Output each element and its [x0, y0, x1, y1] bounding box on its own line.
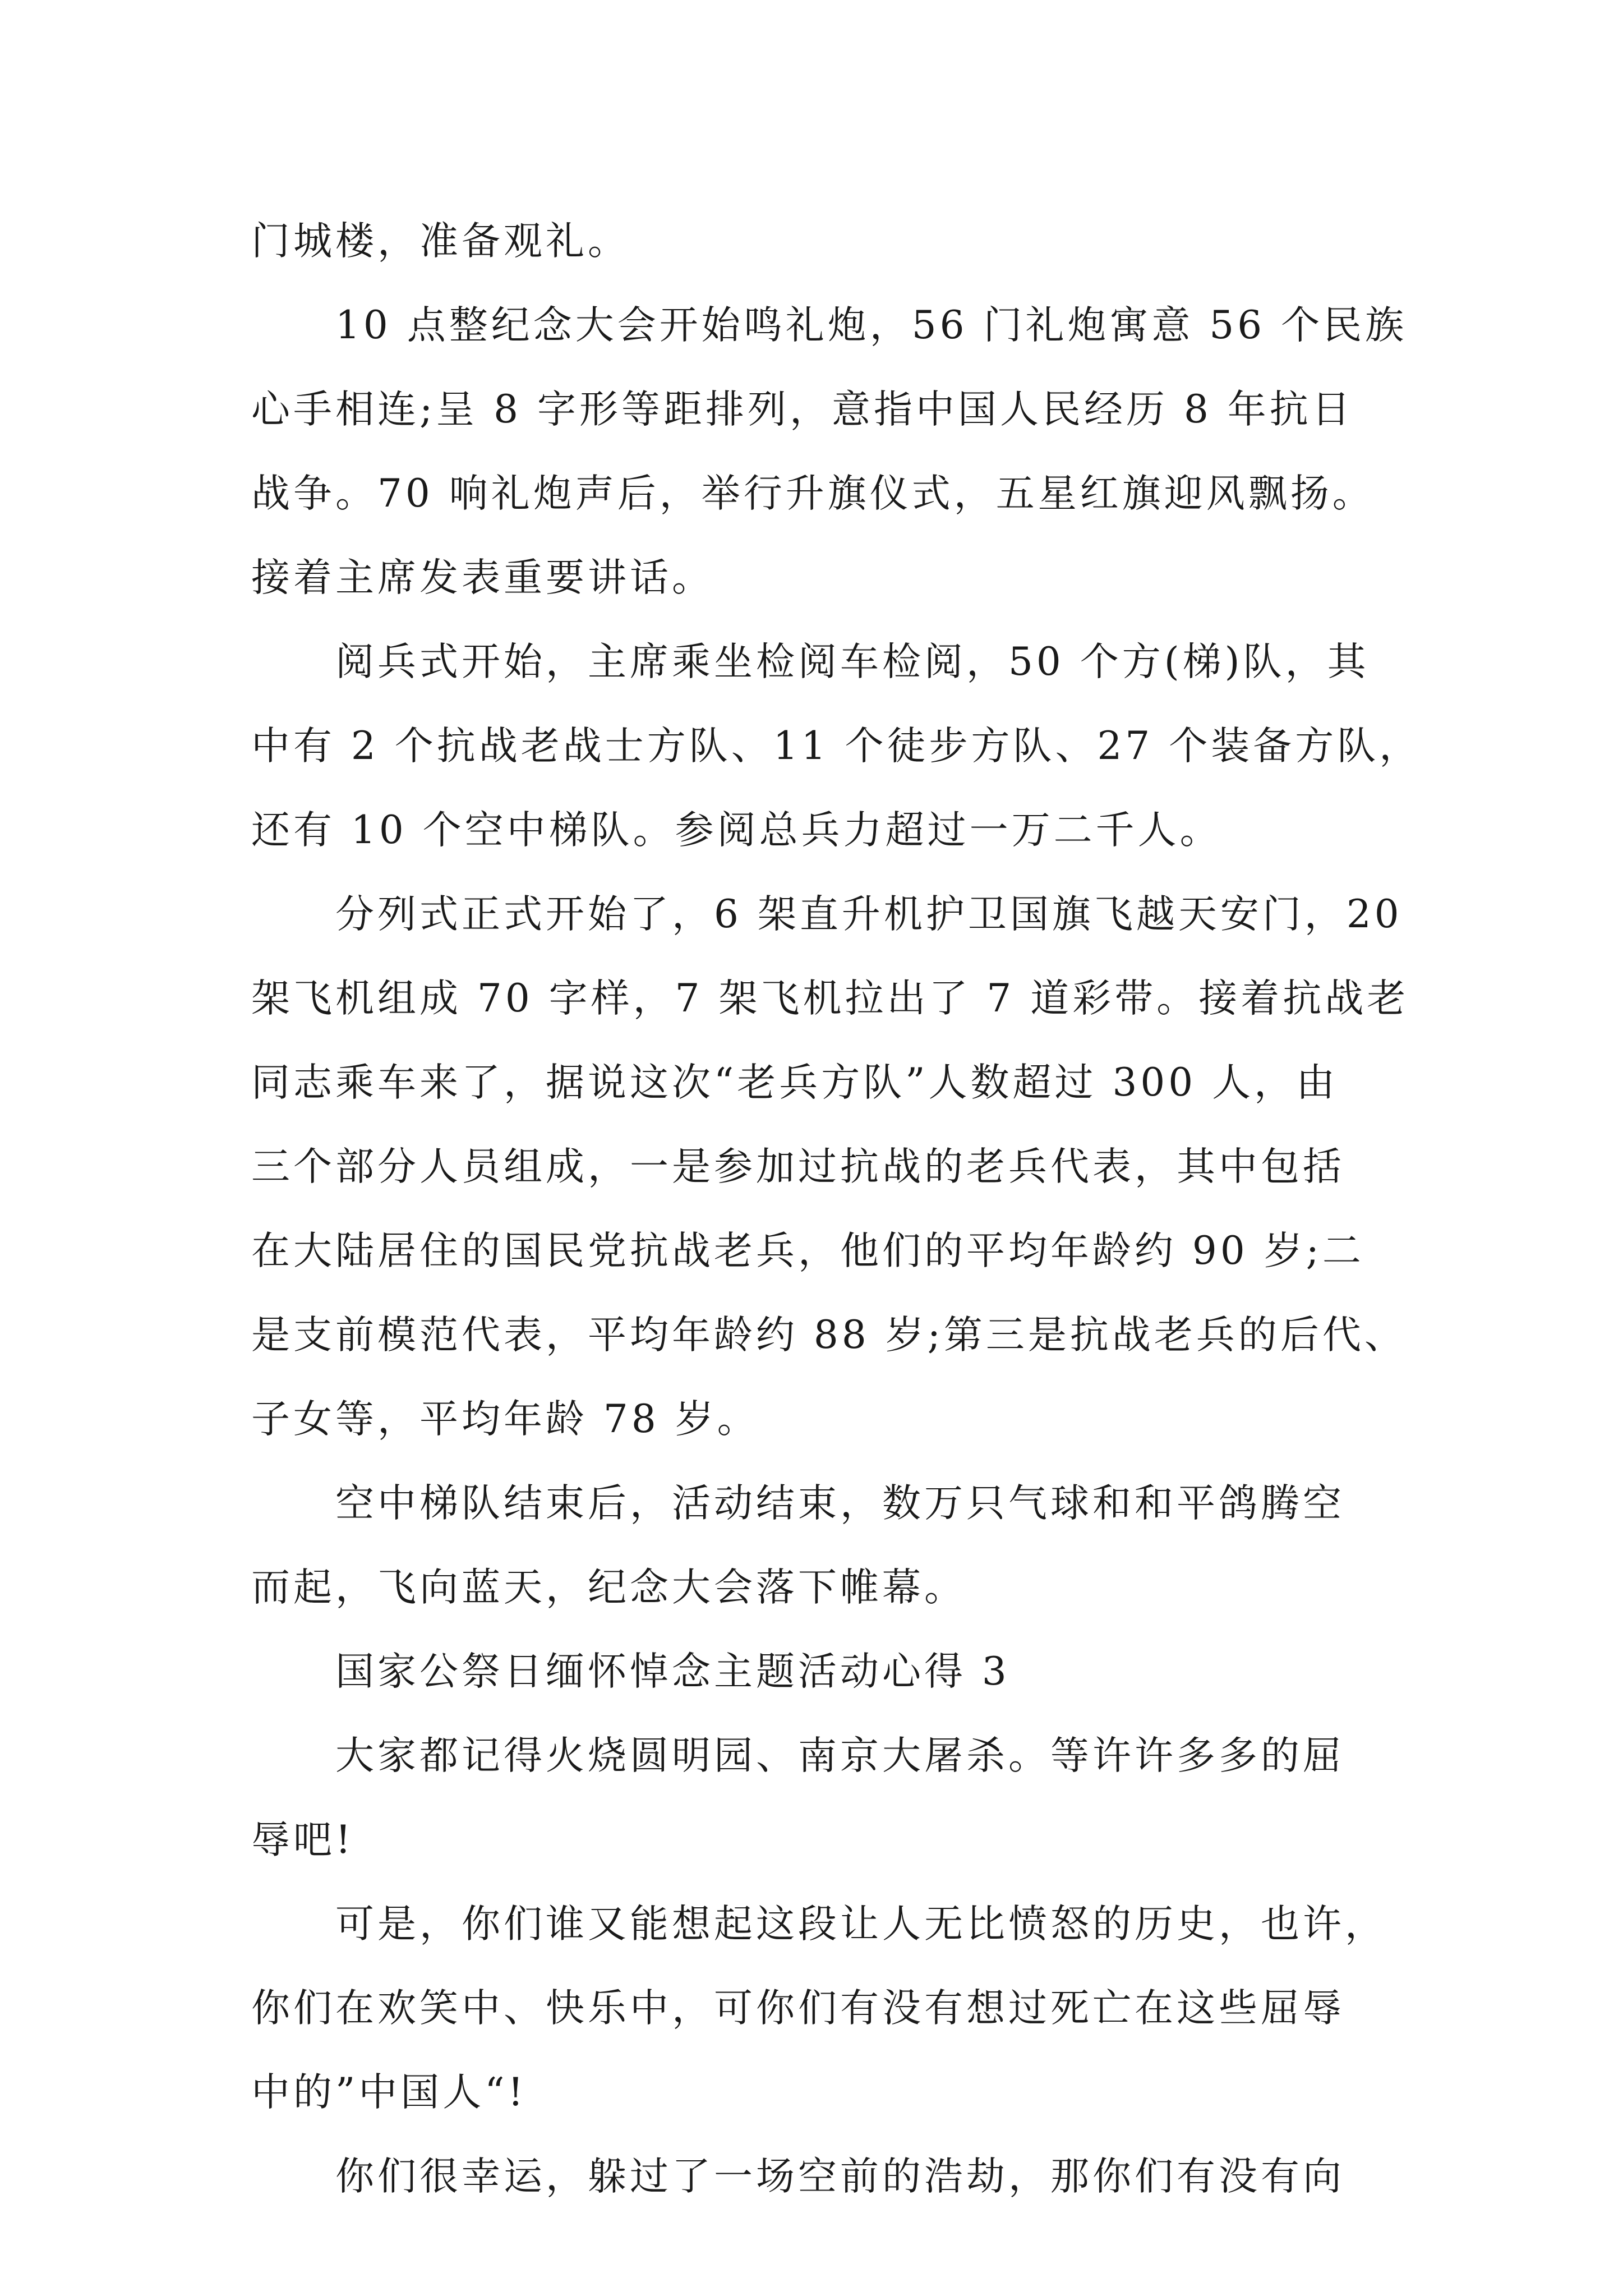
text-line: 在大陆居住的国民党抗战老兵，他们的平均年龄约 90 岁;二	[251, 1228, 1364, 1273]
text-line: 中有 2 个抗战老战士方队、11 个徒步方队、27 个装备方队，	[251, 724, 1422, 769]
text-line: 10 点整纪念大会开始鸣礼炮，56 门礼炮寓意 56 个民族	[335, 303, 1408, 348]
text-line: 你们在欢笑中、快乐中，可你们有没有想过死亡在这些屈辱	[251, 1986, 1345, 2031]
text-line: 子女等，平均年龄 78 岁。	[251, 1397, 759, 1442]
text-line: 三个部分人员组成，一是参加过抗战的老兵代表，其中包括	[251, 1144, 1345, 1189]
text-line: 还有 10 个空中梯队。参阅总兵力超过一万二千人。	[251, 808, 1222, 853]
text-line: 门城楼，准备观礼。	[251, 219, 630, 264]
text-line: 是支前模范代表，平均年龄约 88 岁;第三是抗战老兵的后代、	[251, 1313, 1407, 1358]
text-line: 中的”中国人“!	[251, 2070, 527, 2115]
text-line: 你们很幸运，躲过了一场空前的浩劫，那你们有没有向	[335, 2154, 1345, 2199]
text-line: 架飞机组成 70 字样，7 架飞机拉出了 7 道彩带。接着抗战老	[251, 976, 1409, 1021]
text-line: 可是，你们谁又能想起这段让人无比愤怒的历史，也许，	[335, 1902, 1387, 1947]
text-line: 阅兵式开始，主席乘坐检阅车检阅，50 个方(梯)队，其	[335, 639, 1370, 684]
text-line: 大家都记得火烧圆明园、南京大屠杀。等许许多多的屈	[335, 1733, 1345, 1778]
text-line: 同志乘车来了，据说这次“老兵方队”人数超过 300 人，由	[251, 1060, 1339, 1105]
text-line: 战争。70 响礼炮声后，举行升旗仪式，五星红旗迎风飘扬。	[251, 471, 1375, 516]
section-heading: 国家公祭日缅怀悼念主题活动心得 3	[335, 1649, 1010, 1694]
text-line: 辱吧!	[251, 1818, 354, 1862]
text-line: 心手相连;呈 8 字形等距排列，意指中国人民经历 8 年抗日	[251, 387, 1354, 432]
text-line: 而起，飞向蓝天，纪念大会落下帷幕。	[251, 1565, 966, 1610]
text-line: 接着主席发表重要讲话。	[251, 555, 714, 600]
document-page	[251, 199, 1422, 2219]
text-line: 分列式正式开始了，6 架直升机护卫国旗飞越天安门，20	[335, 892, 1403, 937]
text-line: 空中梯队结束后，活动结束，数万只气球和和平鸽腾空	[335, 1481, 1345, 1526]
